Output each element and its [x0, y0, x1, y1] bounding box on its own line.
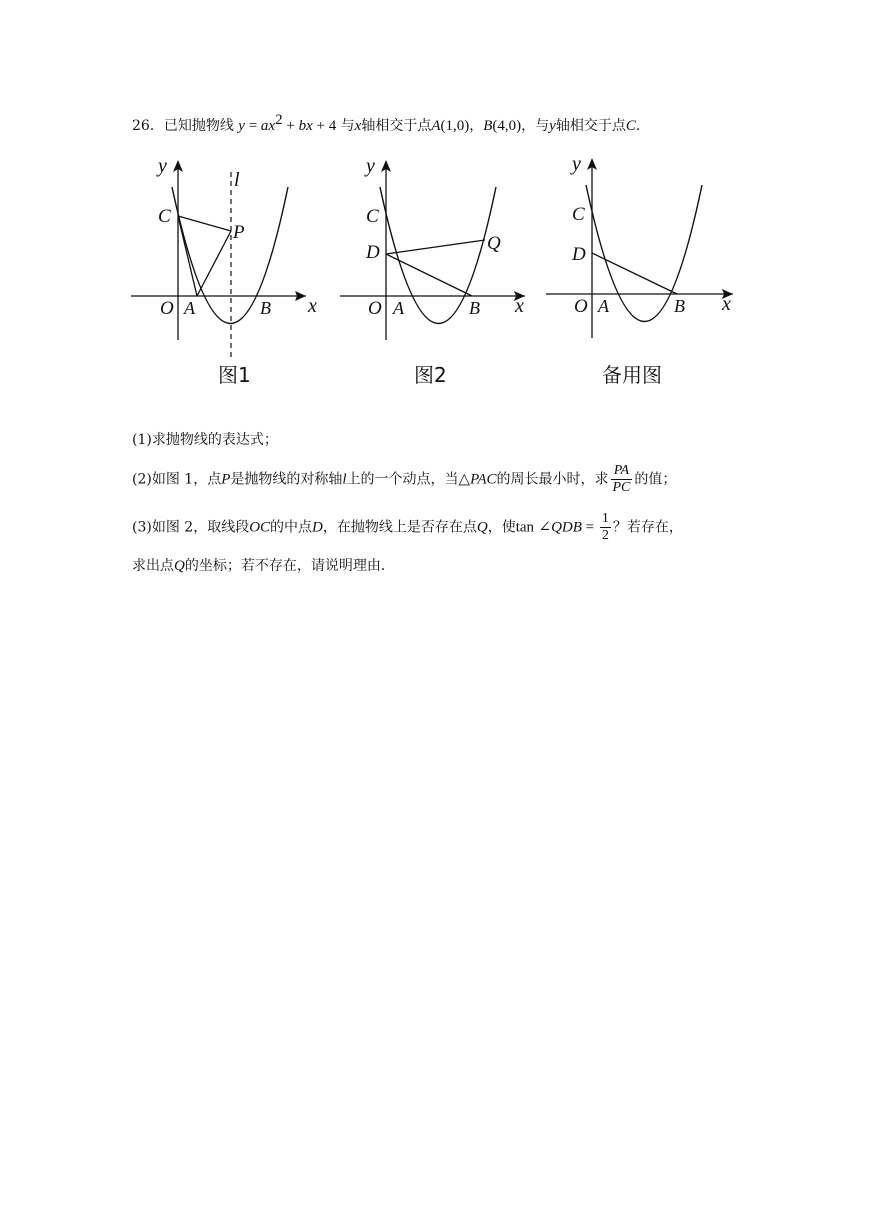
y-variable: y [549, 118, 556, 134]
label-d: D [572, 244, 586, 265]
label-o: O [574, 296, 588, 317]
segment-ca [178, 216, 197, 296]
caption-fig-2: 图2 [414, 363, 447, 387]
intro-text-5: 轴相交于点 [555, 118, 626, 134]
label-a: A [393, 298, 404, 318]
question-2: (2)如图 1，点P是抛物线的对称轴l上的一个动点，当△PAC的周长最小时，求 $\frac{PA}{PC}$ 的值； [132, 463, 677, 495]
segment-cp [178, 216, 231, 231]
question-3-line-2: 求出点Q的坐标；若不存在，请说明理由． [132, 558, 395, 574]
intro-text-1: 已知抛物线 [163, 118, 234, 134]
fraction-pa-pc: $\frac{PA}{PC}$ [612, 463, 631, 495]
label-d: D [366, 242, 380, 263]
point-b-coord: (4,0) [492, 118, 522, 134]
x-variable: x [354, 118, 362, 134]
figure-2 [336, 148, 536, 393]
caption-fig-spare: 备用图 [602, 363, 662, 387]
label-x: x [515, 295, 524, 317]
problem-statement [132, 112, 650, 136]
parabola-equation: $y = ax^2$ + bx + 4 [238, 112, 337, 134]
question-1: (1)求抛物线的表达式； [132, 432, 278, 448]
comma: ， [469, 118, 484, 134]
fraction-one-half: $\frac{1}{2}$ [601, 511, 609, 543]
question-3: (3)如图 2，取线段OC的中点D，在抛物线上是否存在点Q，使tan ∠QDB = $\frac{1}{2}$ ？若存在， [132, 511, 683, 543]
label-p: P [233, 222, 245, 243]
label-c: C [572, 204, 585, 225]
intro-text-3: 轴相交于点 [361, 118, 432, 134]
figure-spare [542, 148, 742, 393]
label-a: A [184, 298, 195, 318]
caption-fig-1: 图1 [218, 363, 251, 387]
label-q: Q [487, 233, 501, 254]
figure-1 [128, 148, 328, 393]
label-a: A [598, 296, 609, 316]
label-y: y [158, 155, 167, 177]
point-c-label: C [625, 118, 636, 134]
label-y: y [366, 155, 375, 177]
label-b: B [469, 298, 480, 318]
label-b: B [260, 298, 271, 318]
segment-db [386, 254, 472, 296]
label-c: C [366, 206, 379, 227]
label-x: x [722, 293, 731, 315]
label-c: C [158, 206, 171, 227]
label-o: O [368, 298, 382, 319]
label-o: O [160, 298, 174, 319]
point-a-label: A [431, 118, 441, 134]
point-a-coord: (1,0) [440, 118, 470, 134]
label-y: y [572, 153, 581, 175]
intro-end: ． [635, 118, 650, 134]
label-b: B [674, 296, 685, 316]
segment-db [592, 253, 677, 294]
segment-pa [197, 231, 231, 296]
label-l: l [234, 169, 240, 191]
problem-number: 26． [132, 118, 164, 134]
intro-text-4: ，与 [521, 118, 550, 134]
intro-text-2: 与 [340, 118, 355, 134]
point-b-label: B [483, 118, 493, 134]
label-x: x [308, 295, 317, 317]
segment-dq [386, 240, 485, 254]
